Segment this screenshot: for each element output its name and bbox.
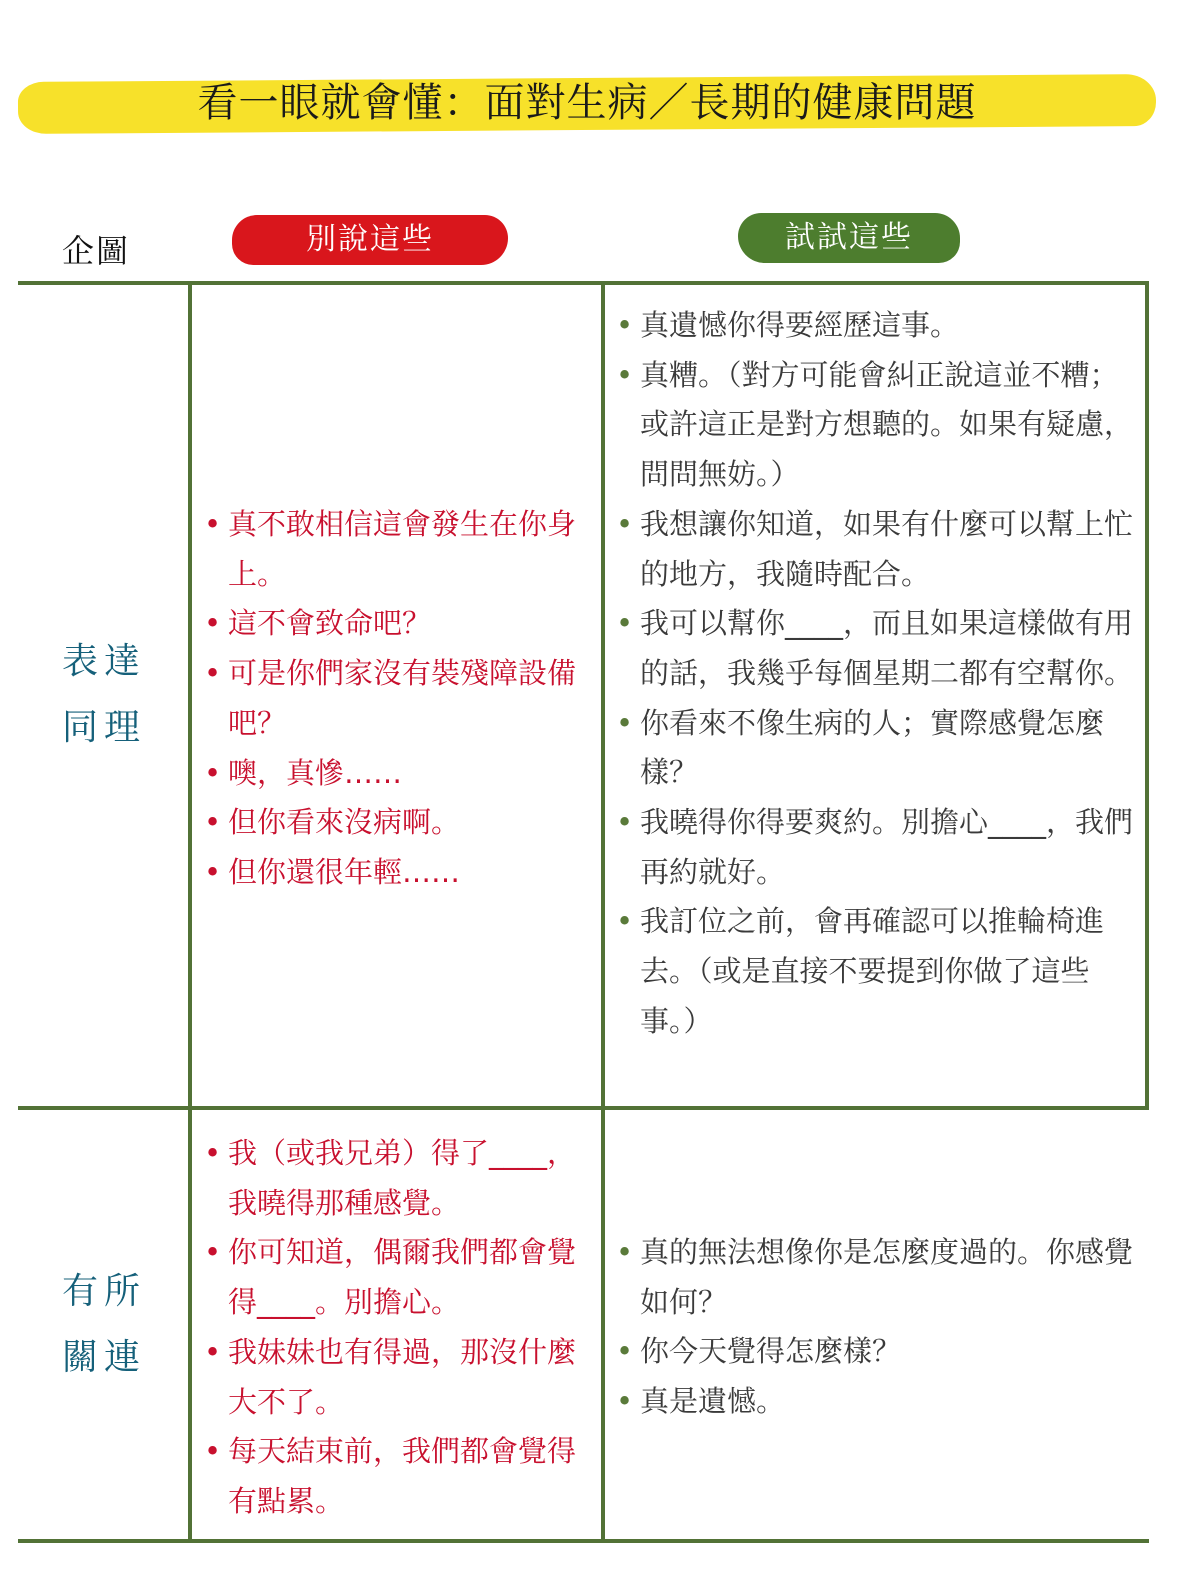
row1-dont-cell bbox=[204, 500, 594, 898]
list-item: • 你看來不像生病的人；實際感覺怎麼樣？ bbox=[616, 699, 1136, 798]
list-item: • 真不敢相信這會發生在你身上。 bbox=[204, 500, 594, 599]
list-item: • 我妹妹也有得過，那沒什麼大不了。 bbox=[204, 1328, 594, 1427]
row-label-empathy: 表達 同理 bbox=[61, 641, 146, 748]
list-item: • 我想讓你知道，如果有什麼可以幫上忙的地方，我隨時配合。 bbox=[616, 500, 1136, 599]
row1-try-cell bbox=[616, 301, 1136, 1047]
row-label-relate: 有所 關連 bbox=[61, 1271, 146, 1378]
table-right-rule bbox=[1145, 281, 1149, 1110]
list-item: • 真遺憾你得要經歷這事。 bbox=[616, 301, 1136, 351]
page-title: 看一眼就會懂：面對生病／長期的健康問題 bbox=[197, 80, 977, 126]
list-item: • 但你看來沒病啊。 bbox=[204, 798, 594, 848]
list-item: • 我訂位之前，會再確認可以推輪椅進去。（或是直接不要提到你做了這些事。） bbox=[616, 897, 1136, 1046]
list-item: • 你今天覺得怎麼樣？ bbox=[616, 1327, 1136, 1377]
list-item: • 真糟。（對方可能會糾正說這並不糟；或許這正是對方想聽的。如果有疑慮，問問無妨。） bbox=[616, 351, 1136, 500]
row2-dont-cell bbox=[204, 1129, 594, 1527]
table-col-divider-2 bbox=[601, 281, 605, 1543]
dont-say-header: 別說這些 bbox=[232, 215, 508, 265]
list-item: • 但你還很年輕…… bbox=[204, 848, 594, 898]
try-these-header: 試試這些 bbox=[738, 213, 960, 263]
list-item: • 我可以幫你____，而且如果這樣做有用的話，我幾乎每個星期二都有空幫你。 bbox=[616, 599, 1136, 698]
list-item: • 真是遺憾。 bbox=[616, 1377, 1136, 1427]
list-item: • 我（或我兄弟）得了____，我曉得那種感覺。 bbox=[204, 1129, 594, 1228]
list-item: • 真的無法想像你是怎麼度過的。你感覺如何？ bbox=[616, 1228, 1136, 1327]
list-item: • 每天結束前，我們都會覺得有點累。 bbox=[204, 1427, 594, 1526]
list-item: • 你可知道，偶爾我們都會覺得____。別擔心。 bbox=[204, 1228, 594, 1327]
list-item: • 可是你們家沒有裝殘障設備吧？ bbox=[204, 649, 594, 748]
list-item: • 這不會致命吧？ bbox=[204, 599, 594, 649]
intent-column-header: 企圖 bbox=[62, 232, 131, 270]
list-item: • 我曉得你得要爽約。別擔心____，我們再約就好。 bbox=[616, 798, 1136, 897]
row2-try-cell bbox=[616, 1228, 1136, 1427]
advice-table bbox=[18, 281, 1149, 1543]
list-item: • 噢，真慘…… bbox=[204, 749, 594, 799]
